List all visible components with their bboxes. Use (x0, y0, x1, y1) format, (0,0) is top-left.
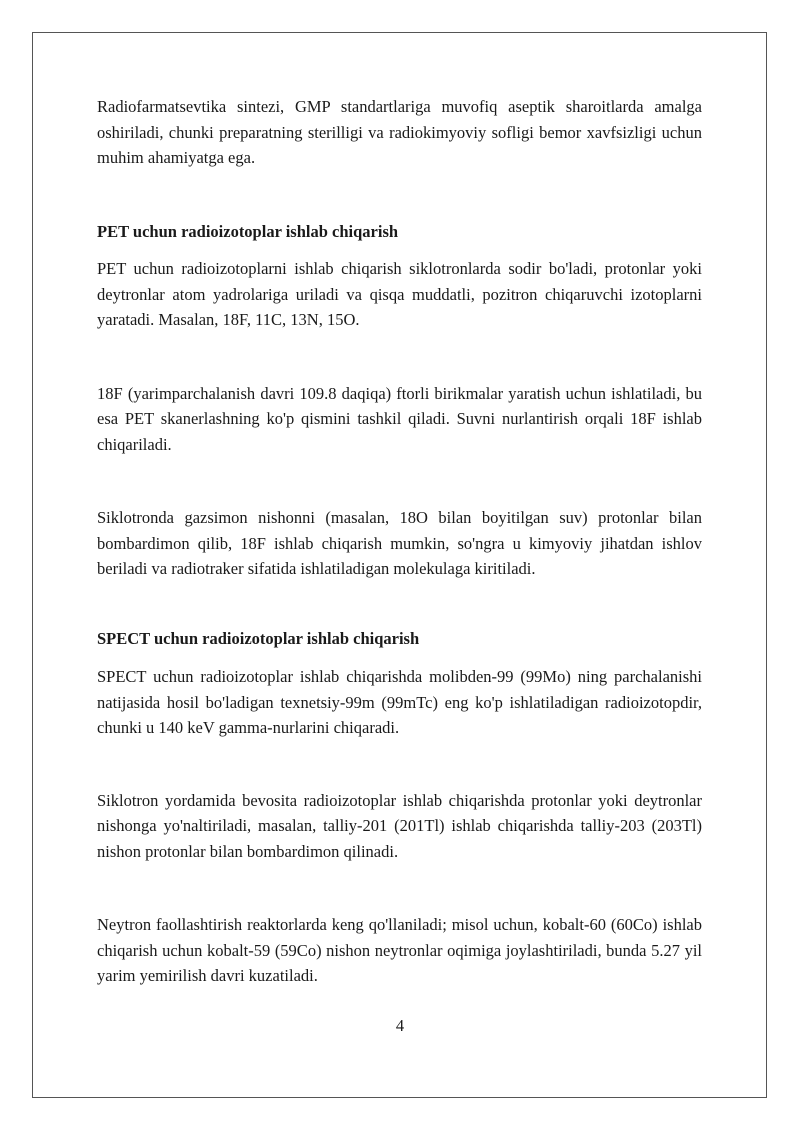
heading-pet-production: PET uchun radioizotoplar ishlab chiqarish (97, 221, 399, 241)
paragraph-18f-halflife: 18F (yarimparchalanish davri 109.8 daqiqa) ftorli birikmalar yaratish uchun ishlatiladi, bu esa PET skanerlashning ko'p qismini tashkil qiladi. Suvni nurlantirish orqali 18F ishlab chiqariladi. (97, 383, 702, 454)
paragraph-201tl: Siklotron yordamida bevosita radioizotoplar ishlab chiqarishda protonlar yoki deytronlar nishonga yo'naltiriladi, masalan, talliy-201 (201Tl) ishlab chiqarishda talliy-203 (203Tl) nishon protonlar bilan bombardimon qilinadi. (97, 790, 702, 861)
paragraph-18f-target: Siklotronda gazsimon nishonni (masalan, 18O bilan boyitilgan suv) protonlar bilan bombardimon qilib, 18F ishlab chiqarish mumkin, so'ngra u kimyoviy jihatdan ishlov beriladi va radiotraker sifatida ishlatiladigan molekulaga kiritiladi. (97, 508, 702, 578)
paragraph-99mtc: SPECT uchun radioizotoplar ishlab chiqarishda molibden-99 (99Mo) ning parchalanishi natijasida hosil bo'ladigan texnetsiy-99m (99mTc) eng ko'p ishlatiladigan radioizotopdir, chunki u 140 keV gamma-nurlarini chiqaradi. (97, 667, 702, 737)
paragraph-neutron-activation: Neytron faollashtirish reaktorlarda keng qo'llaniladi; misol uchun, kobalt-60 (60Co) ishlab chiqarish uchun kobalt-59 (59Co) nishon neytronlar oqimiga joylashtiriladi, bunda 5.27 yil yarim yemirilish davri kuzatiladi. (97, 915, 702, 985)
document-body (97, 94, 702, 989)
paragraph-gmp-synthesis: Radiofarmatsevtika sintezi, GMP standartlariga muvofiq aseptik sharoitlarda amalga oshiriladi, chunki preparatning sterilligi va radiokimyoviy sofligi bemor xavfsizligi uchun muhim ahamiyatga ega. (97, 97, 702, 167)
heading-spect-production: SPECT uchun radioizotoplar ishlab chiqarish (97, 628, 420, 648)
page-number: 4 (395, 1016, 405, 1035)
paragraph-pet-cyclotron: PET uchun radioizotoplarni ishlab chiqarish siklotronlarda sodir bo'ladi, protonlar yoki deytronlar atom yadrolariga uriladi va qisqa muddatli, pozitron chiqaruvchi izotoplarni yaratadi. Masalan, 18F, 11C, 13N, 15O. (97, 259, 702, 329)
